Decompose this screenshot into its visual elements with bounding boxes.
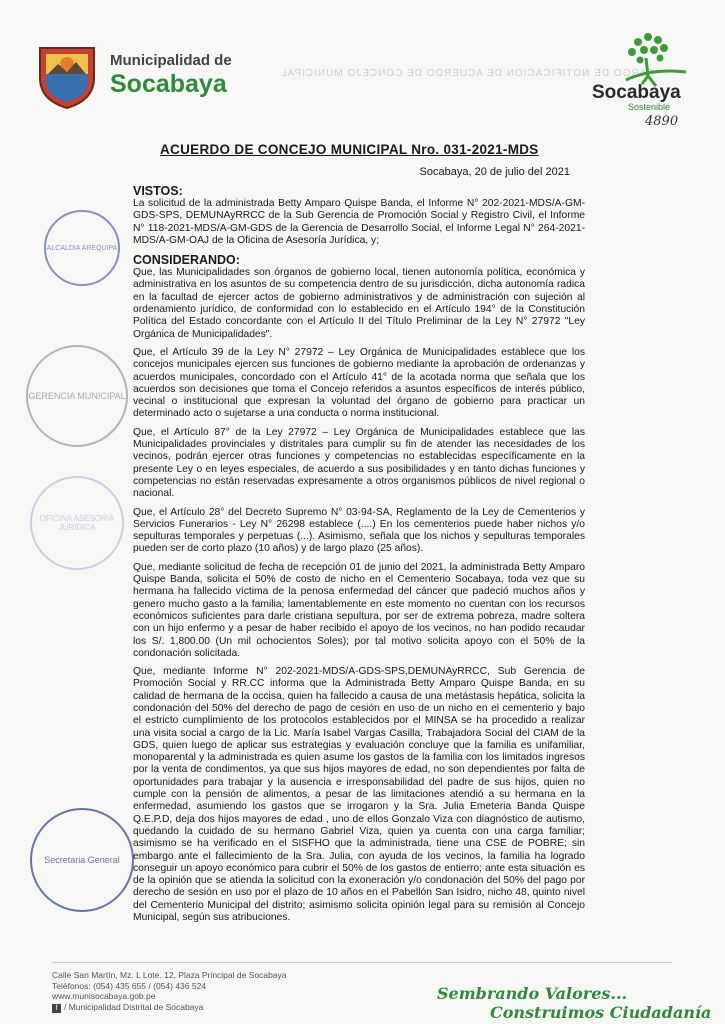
right-logo-subtitle: Sostenible [628,102,671,112]
stamp-label: ALCALDIA AREQUIPA [46,244,118,252]
faded-header-text: CARGO DE NOTIFICACION DE ACUERDO DE CONCEJO MUNICIPAL [280,68,655,79]
stamp-label: Secretaria General [44,855,120,865]
footer-address: Calle San Martín, Mz. L Lote. 12, Plaza Principal de Socabaya [52,970,287,980]
gerencia-municipal-stamp [26,345,128,447]
footer-divider [52,962,672,963]
considerando-paragraph-4: Que, el Artículo 28° del Decreto Supremo N° 03-94-SA, Reglamento de la Ley de Cementerios y Servicios Funerarios - Ley N° 26298 establece (....) En los cementerios puede haber nichos y/o sepulturas temporales y perpetuas (...). Asimismo, señala que los nichos y sepulturas temporales pueden ser de corto plazo (10 años) y de largo plazo (25 años). [133,506,585,555]
facebook-icon: f [52,1004,61,1013]
right-logo-name: Socabaya [592,82,681,103]
document-date: Socabaya, 20 de julio del 2021 [419,166,570,178]
considerando-paragraph-6: Que, mediante Informe N° 202-2021-MDS/A-GDS-SPS,DEMUNAyRRCC, Sub Gerencia de Promoción Social y RR.CC informa que la Administrada Betty Amparo Quispe Banda, en su calidad de hermana de la occisa, quien ha fallecido a causa de una metástasis hepática, solicita la condonación del 50% del derecho de pago de cesión en uso de un nicho en el cementerio y bajo el estricto cumplimiento de los protocolos establecidos por el MINSA se ha procedido a realizar una visita social a cargo de la Lic. María Isabel Vargas Casilla, Trabajadora Social del CIAM de la GDS, quien luego de aplicar sus estrategias y evaluación concluye que la familia es unifamiliar, monoparental y la administrada es quien asume los gastos de la familia con los limitados ingresos por la venta de condimentos, ya que sus hijos mayores de edad, no son dependientes por falta de oportunidades para trabajar y la ausencia e irresponsabilidad del padre de sus hijos, quien no cumple con la pensión de alimentos, a pesar de las limitaciones atendió a su hermana en la enfermedad, asumiendo los gastos que se irrogaron y la Sra. Julia Emeteria Banda Quispe Q.E.P.D, deja dos hijos mayores de edad , uno de ellos Gonzalo Viza con diagnóstico de autismo, quedando la cuidado de su hermano Gabriel Viza, quien ya cuenta con una carga familiar; asimismo se ha verificado en el SISFHO que la administrada, tiene una CSE de POBRE; sin embargo ante el fallecimiento de la Sra. Julia, con ayuda de los vecinos, la familia ha logrado conseguir un apoyo económico para cubrir el 50% de los gastos de entierro; ante esta situación es de la opinión que se atienda la solicitud con la exoneración y/o condonación del 50% del pago por derecho de sesión en uso por el plazo de 10 años en el Pabellón San Isidro, nicho 48, quinto nivel del Cementerio Municipal del distrito; asimismo solicita opinión legal para su remisión al Concejo Municipal, según sus atribuciones. [133,666,585,924]
stamp-label: GERENCIA MUNICIPAL [28,391,126,401]
considerando-paragraph-5: Que, mediante solicitud de fecha de recepción 01 de junio del 2021, la administrada Betty Amparo Quispe Banda, solicita el 50% de costo de nicho en el Cementerio Socabaya, toda vez que su hermana ha fallecido víctima de la penosa enfermedad del cáncer que padeció muchos años y genero mucho gasto a la familia; lamentablemente en este momento no cuentan con los recursos económicos suficientes para darle cristiana sepultura, por ser de extrema pobreza, madre soltera con un hijo enfermo y a pesar de haber recibido el apoyo de los vecinos, no han podido recaudar los S/. 1,800.00 (Un mil ochocientos Soles); por tal motivo solicita apoyo con el 50% de la condonación solicitada. [133,561,585,659]
considerando-paragraph-1: Que, las Municipalidades son órganos de gobierno local, tienen autonomía política, económica y administrativa en los asuntos de su competencia dentro de su jurisdicción, dicha autonomía radica en la facultad de ejercer actos de gobierno administrativos y de administración con sujeción al ordenamiento jurídico, de conformidad con lo establecido en el Artículo 194° de la Constitución Política del Estado concordante con el Artículo II del Título Preliminar de la Ley N° 27972 "Ley Orgánica de Municipalidades". [133,267,585,340]
considerando-paragraph-2: Que, el Artículo 39 de la Ley N° 27972 – Ley Orgánica de Municipalidades establece que los concejos municipales ejercen sus funciones de gobierno mediante la aprobación de ordenanzas y acuerdos municipales, concordado con el Artículo 41° de la acotada norma que señala que los acuerdos son decisiones que toma el Concejo referidos a asuntos específicos de interés público, vecinal o institucional que expresan la voluntad del órgano de gobierno para practicar un determinado acto o sujetarse a una conducta o norma institucional. [133,346,585,420]
slogan-line-2: Construimos Ciudadanía [490,1003,712,1022]
handwritten-number: 4890 [645,114,679,129]
vistos-heading: VISTOS: [133,184,183,198]
footer-contact [52,970,287,1013]
municipality-label: Municipalidad de [110,52,232,69]
footer-web: www.munisocabaya.gob.pe [52,991,156,1001]
vistos-paragraph: La solicitud de la administrada Betty Amparo Quispe Banda, el Informe N° 202-2021-MDS/A-GM-GDS-SPS, DEMUNAyRRCC de la Sub Gerencia de Promoción Social y Registro Civil, el Informe N° 118-2021-MDS/A-GM-GDS de la Gerencia de Desarrollo Social, el Informe Legal N° 264-2021-MDS/A-GM-OAJ de la Oficina de Asesoría Jurídica, y; [133,198,585,246]
considerando-paragraph-3: Que, el Artículo 87° de la Ley 27972 – Ley Orgánica de Municipalidades establece que las Municipalidades provinciales y distritales para cumplir su fin de atender las necesidades de los vecinos, podrán ejercer otras funciones y competencias no establecidas específicamente en la presente Ley o en leyes especiales, de acuerdo a sus posibilidades y en tanto dichas funciones y competencias no están reservadas expresamente a otros organismos públicos de nivel regional o nacional. [133,426,585,500]
footer-phones: Teléfonos: (054) 435 655 / (054) 436 524 [52,980,207,991]
document-title: ACUERDO DE CONCEJO MUNICIPAL Nro. 031-2021-MDS [160,142,539,157]
document-body [133,184,585,930]
municipal-crest-icon [34,38,100,110]
footer-facebook: / Municipalidad Distrital de Socabaya [64,1001,204,1012]
stamp-label: OFICINA ASESORIA JURIDICA [39,514,115,532]
considerando-heading: CONSIDERANDO: [133,253,240,268]
asesoria-juridica-stamp [30,476,124,570]
footer-facebook-row [52,1002,287,1013]
slogan-line-1: Sembrando Valores... [437,984,628,1003]
alcaldia-stamp [44,210,120,286]
secretaria-general-stamp [30,808,134,912]
municipality-name: Socabaya [110,70,227,98]
